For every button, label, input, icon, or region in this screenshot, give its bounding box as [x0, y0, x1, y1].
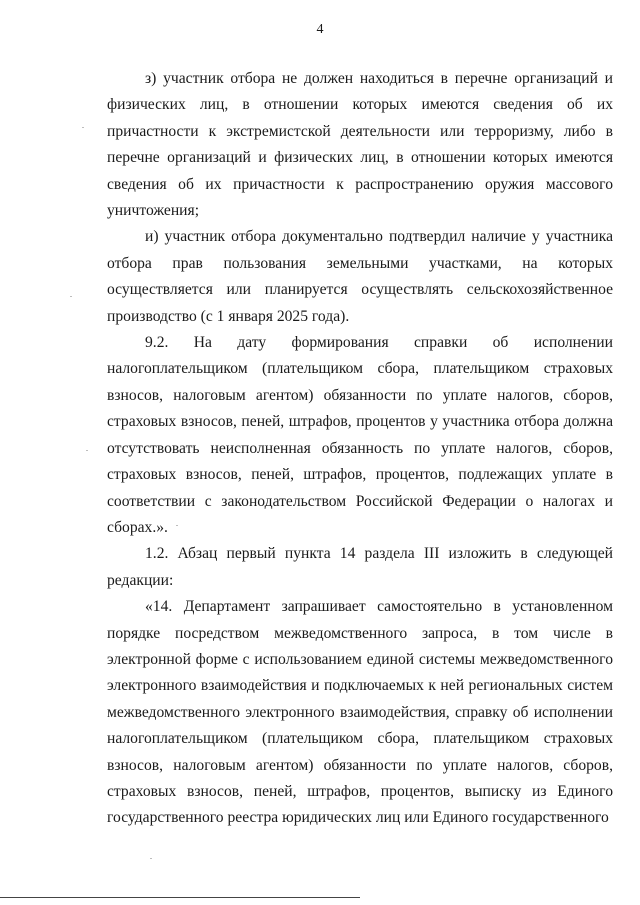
paragraph-z: з) участник отбора не должен находиться в перечне организаций и физических лиц, в отношении которых имеются сведения об их причастности к экстремистской деятельности или терроризму, либо в перечне организаций и физических лиц, в отношении которых имеются сведения об их причастности к распространению оружия массового уничтожения; — [107, 70, 613, 220]
scan-speck — [176, 525, 178, 526]
scan-speck — [70, 296, 72, 297]
paragraph-14: «14. Департамент запрашивает самостоятельно в установленном порядке посредством межведомственного запроса, в том числе в электронной форме с использованием единой системы межведомственного электронного взаимодействия и подключаемых к ней региональных систем межведомственного электронного взаимодействия, справку об исполнении налогоплательщиком (плательщиком сбора, плательщиком страховых взносов, налоговым агентом) обязанности по уплате налогов, сборов, страховых взносов, пеней, штрафов, процентов, выписку из Единого государственного реестра юридических лиц или Единого государственного — [107, 598, 613, 827]
page-number: 4 — [316, 22, 324, 37]
bottom-rule — [0, 897, 360, 898]
paragraph-i: и) участник отбора документально подтвердил наличие у участника отбора прав пользования земельными участками, на которых осуществляется или планируется осуществлять сельскохозяйственное производство (с 1 января 2025 года). — [107, 228, 613, 325]
document-body — [107, 66, 613, 832]
scan-speck — [86, 450, 88, 451]
scan-speck — [150, 858, 152, 859]
paragraph-9-2: 9.2. На дату формирования справки об исполнении налогоплательщиком (плательщиком сбора, плательщиком страховых взносов, налоговым агентом) обязанности по уплате налогов, сборов, страховых взносов, пеней, штрафов, процентов у участника отбора должна отсутствовать неисполненная обязанность по уплате налогов, сборов, страховых взносов, пеней, штрафов, процентов, подлежащих уплате в соответствии с законодательством Российской Федерации о налогах и сборах.». — [107, 334, 613, 536]
scan-speck — [82, 127, 84, 128]
paragraph-1-2: 1.2. Абзац первый пункта 14 раздела III изложить в следующей редакции: — [107, 545, 613, 589]
